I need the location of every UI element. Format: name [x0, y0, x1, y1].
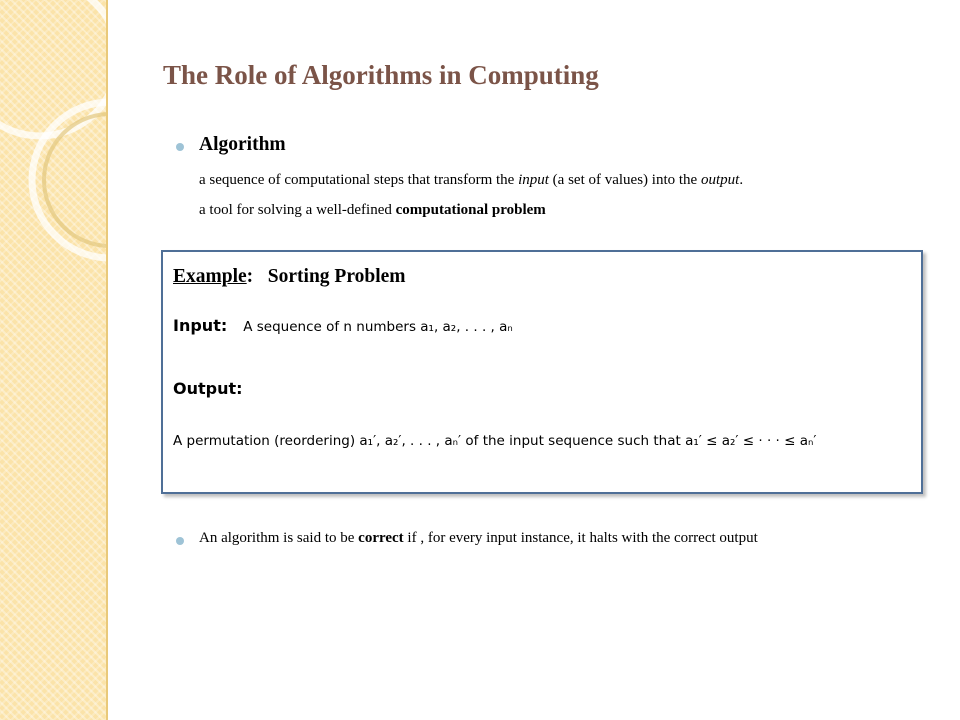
input-text: A sequence of n numbers a₁, a₂, . . . , aₙ	[243, 319, 513, 335]
sidebar-divider	[106, 0, 108, 720]
decorative-rings	[0, 0, 106, 720]
algorithm-definition-line: a sequence of computational steps that transform the input (a set of values) into the output.	[199, 172, 744, 188]
example-title: Example: Sorting Problem	[173, 266, 406, 287]
example-box	[161, 250, 923, 494]
bullet-icon	[176, 537, 184, 545]
correctness-statement: An algorithm is said to be correct if , for every input instance, it halts with the correct output	[199, 530, 758, 546]
algorithm-tool-line: a tool for solving a well-defined computational problem	[199, 202, 546, 218]
output-label: Output:	[173, 379, 243, 398]
input-label: Input:	[173, 316, 228, 335]
algorithm-heading: Algorithm	[199, 134, 286, 155]
permutation-text: A permutation (reordering) a₁′, a₂′, . . . , aₙ′ of the input sequence such that a₁′ ≤ a₂′ ≤ · · · ≤ aₙ′	[173, 433, 817, 449]
input-line	[173, 316, 513, 335]
decorative-sidebar	[0, 0, 106, 720]
slide-title: The Role of Algorithms in Computing	[163, 60, 599, 90]
bullet-icon	[176, 143, 184, 151]
